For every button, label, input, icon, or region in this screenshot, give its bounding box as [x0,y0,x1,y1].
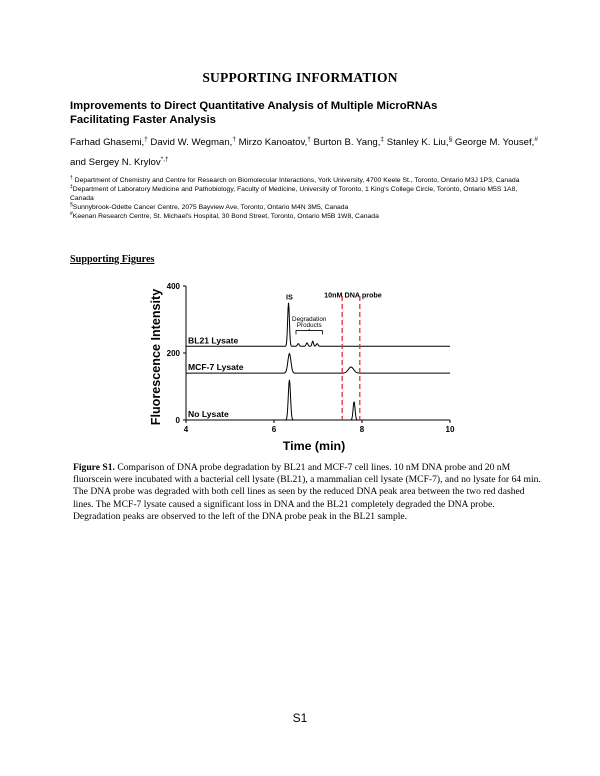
y-tick-label: 400 [166,282,180,291]
degradation-bracket [296,329,322,335]
author-name: David W. Wegman, [147,137,233,148]
x-tick-label: 8 [359,425,365,434]
series-label-mcf7-lysate: MCF-7 Lysate [188,362,244,373]
affiliation-mark: † [144,136,148,143]
affiliation-text: Sunnybrook-Odette Cancer Centre, 2075 Bayview Ave, Toronto, Ontario M4N 3M5, Canada [72,204,349,211]
affiliation-item [70,185,540,203]
affiliation-mark: † [70,175,73,181]
y-tick-label: 200 [166,349,180,358]
affiliation-mark: † [307,136,311,143]
author-name: Mirzo Kanoatov, [235,137,308,148]
affiliation-item [70,203,540,212]
author-list [70,133,540,173]
author-name: George M. Yousef, [452,137,535,148]
paper-title [70,99,550,127]
figure-label: Figure S1. [73,462,115,473]
affiliation-mark: # [534,136,538,143]
x-tick-label: 4 [183,425,189,434]
affiliation-mark: ‡ [70,184,73,190]
affiliation-text: Department of Chemistry and Centre for Research on Biomolecular Interactions, York University, 4700 Keele St., Toronto, Ontario M3J 1P3, Canada [72,177,520,184]
affiliation-mark: § [448,136,453,143]
affiliation-mark: *,† [160,156,169,163]
x-tick-label: 6 [271,425,277,434]
affiliation-item [70,176,540,185]
author-name: Burton B. Yang, [310,137,381,148]
affiliation-mark: † [232,136,236,143]
figure-caption [73,462,543,523]
y-axis-title: Fluorescence Intensity [149,288,163,426]
y-tick-label: 0 [175,416,180,425]
section-heading: Supporting Figures [70,254,155,265]
affiliation-item [70,212,540,221]
series-label-bl21-lysate: BL21 Lysate [188,335,239,346]
document-heading: SUPPORTING INFORMATION [202,70,398,85]
affiliation-mark: § [70,202,73,208]
affiliations [70,176,540,221]
electropherogram-chart [140,278,470,453]
paper-title-line-2: Facilitating Faster Analysis [70,114,216,126]
x-axis-title: Time (min) [282,439,346,453]
degradation-label-line-1: Degradation [292,316,327,324]
dna-probe-label: 10nM DNA probe [324,290,382,300]
x-tick-label: 10 [445,425,455,434]
affiliation-text: Keenan Research Centre, St. Michael's Hospital, 30 Bond Street, Toronto, Ontario M5B 1W8, Canada [72,213,379,220]
caption-text: Comparison of DNA probe degradation by BL21 and MCF-7 cell lines. 10 nM DNA probe and 20 nM fluorscein were incubated with a bacterial cell lysate (BL21), a mammalian cell lysate (MCF-7), and no lysate for 64 min. The DNA probe was degraded with both cell lines as seen by the reduced DNA peak area between the two red dashed lines. The MCF-7 lysate caused a significant loss in DNA and the BL21 completely degraded the DNA probe. Degradation peaks are observed to the left of the DNA probe peak in the BL21 sample. [73,462,541,522]
degradation-label-line-2: Products [296,322,322,330]
author-name: Farhad Ghasemi, [70,137,145,148]
series-label-no-lysate: No Lysate [188,409,229,419]
affiliation-mark: ‡ [380,136,385,143]
affiliation-text: Department of Laboratory Medicine and Pathobiology, Faculty of Medicine, University of Toronto, 1 King's College Circle, Toronto, Ontario M5S 1A8, Canada [70,186,518,202]
paper-title-line-1: Improvements to Direct Quantitative Analysis of Multiple MicroRNAs [70,100,438,112]
is-peak-label: IS [286,292,293,302]
page-number: S1 [292,711,308,725]
author-name: Stanley K. Liu, [384,137,449,148]
author-name: and Sergey N. Krylov [70,157,161,168]
affiliation-mark: # [70,211,73,217]
